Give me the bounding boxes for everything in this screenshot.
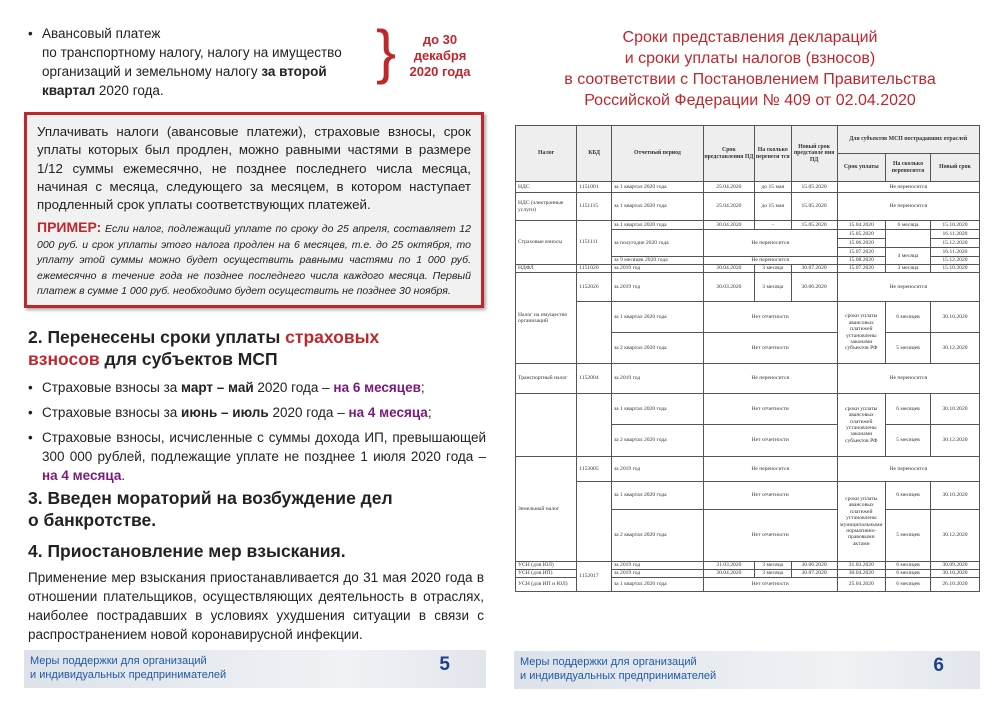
cell: за 2019 год [611, 364, 703, 394]
cell: за 9 месяцев 2020 года [611, 257, 703, 265]
cell: Не переносится [837, 193, 979, 221]
text: Страховые взносы за [42, 405, 182, 420]
cell: за 2019 год [611, 457, 703, 482]
cell: Нет отчетности [703, 333, 837, 364]
header-cell: На сколько переносится [886, 154, 931, 182]
page-title [540, 27, 960, 111]
cell: НДС [516, 182, 577, 193]
cell: 15.05.2020 [837, 230, 885, 239]
cell: Не переносится [703, 364, 837, 394]
table-row [516, 193, 980, 221]
cell: 15.10.2020 [930, 221, 979, 230]
cell: 5 месяцев [886, 510, 931, 562]
table-row [516, 273, 980, 302]
header-cell: На сколько перенеси тся [754, 126, 791, 182]
cell: Нет отчетности [703, 394, 837, 425]
table-row [516, 457, 980, 482]
cell: 16.11.2020 [930, 230, 979, 239]
cell: НДС (электронные услуги) [516, 193, 577, 221]
text: за второй [261, 64, 327, 79]
cell: 25.04.2020 [703, 182, 754, 193]
table-row [516, 265, 980, 273]
text: по транспортному налогу, налогу на имущество [42, 45, 342, 60]
text: на 4 месяца [348, 405, 428, 420]
cell: - [754, 221, 791, 230]
cell: 15.05.2020 [791, 182, 837, 193]
cell: 16.11.2020 [930, 248, 979, 257]
cell: Не переносится [703, 257, 837, 265]
cell: 26.10.2020 [930, 578, 979, 592]
text: на 4 месяца [42, 468, 122, 483]
cell: 30.06.2020 [791, 562, 837, 570]
text: для субъектов МСП [99, 349, 278, 369]
header-cell: Срок уплаты [837, 154, 885, 182]
cell [577, 394, 612, 457]
text: 2. Перенесены сроки уплаты [28, 327, 286, 347]
cell: 30.10.2020 [930, 302, 979, 333]
cell: 1151111 [577, 221, 612, 265]
cell: 31.03.2020 [837, 562, 885, 570]
cell: Земельный налог [516, 457, 577, 562]
cell: 30.12.2020 [930, 510, 979, 562]
title-line: и сроки уплаты налогов (взносов) [624, 50, 876, 67]
cell: за 1 квартал 2020 года [611, 394, 703, 425]
cell: Нет отчетности [703, 482, 837, 510]
cell: за полугодие 2020 года [611, 230, 703, 257]
cell: 30.09.2020 [930, 562, 979, 570]
cell: 1151001 [577, 182, 612, 193]
text: Страховые взносы за [42, 380, 182, 395]
cell: 30.07.2020 [791, 265, 837, 273]
cell: 1152004 [577, 364, 612, 394]
cell: 3 месяца [754, 570, 791, 578]
cell: 5 месяцев [886, 425, 931, 457]
title-line: Российской Федерации № 409 от 02.04.2020 [584, 92, 916, 109]
table-row [516, 482, 980, 510]
header-cell: Срок представления ПД [703, 126, 754, 182]
cell: 15.12.2020 [930, 257, 979, 265]
section-3-title: 3. Введен мораторий на возбуждение дел о банкротстве. [28, 488, 393, 530]
cell: за 2019 год [611, 273, 703, 302]
cell: 1152017 [577, 562, 612, 592]
header-cell: Для субъектов МСП пострадавших отраслей [837, 126, 979, 154]
cell: до 15 мая [754, 182, 791, 193]
cell: Нет отчетности [703, 578, 837, 592]
cell: за 1 квартал 2020 года [611, 302, 703, 333]
cell: 15.07.2020 [837, 265, 885, 273]
cell: до 15 мая [754, 193, 791, 221]
title-line: в соответствии с Постановлением Правительства [564, 71, 936, 88]
cell: 3 месяца [886, 265, 931, 273]
deadline-item [26, 24, 376, 100]
header-cell: Новый срок [930, 154, 979, 182]
cell: за 2 квартал 2020 года [611, 333, 703, 364]
table-row [516, 221, 980, 230]
text: июнь – июль [181, 405, 269, 420]
cell: сроки уплаты авансовых платежей установлены муниципальными нормативно-правовыми актами [837, 482, 885, 562]
cell: 6 месяцев [886, 394, 931, 425]
cell: 6 месяцев [886, 562, 931, 570]
cell: 15.10.2020 [930, 265, 979, 273]
section-2-title [28, 326, 428, 370]
text: 2020 года – [253, 380, 334, 395]
cell: 30.03.2020 [703, 273, 754, 302]
cell: 15.12.2020 [930, 239, 979, 248]
cell: Налог на имущество организаций [516, 273, 577, 364]
cell: 30.10.2020 [930, 394, 979, 425]
cell: 30.04.2020 [703, 265, 754, 273]
cell: 30.12.2020 [930, 425, 979, 457]
cell: 4 месяца [886, 248, 931, 265]
cell: сроки уплаты авансовых платежей установлены законами субъектов РФ [837, 394, 885, 457]
cell: 30.10.2020 [930, 482, 979, 510]
table-row [516, 394, 980, 425]
example-label: ПРИМЕР: [37, 219, 102, 236]
cell: 15.04.2020 [837, 221, 885, 230]
page-number: 6 [933, 655, 944, 676]
brace-icon: } [376, 18, 397, 85]
installment-box [24, 112, 484, 308]
header-cell: Новый срок представле ния ПД [791, 126, 837, 182]
cell: 3 месяца [754, 265, 791, 273]
cell: Не переносится [837, 182, 979, 193]
text: ; [427, 405, 432, 420]
page-6 [500, 0, 1000, 708]
deadlines-table [515, 125, 980, 592]
cell: Не переносится [703, 457, 837, 482]
cell: 25.04.2020 [837, 578, 885, 592]
cell: 6 месяцев [886, 578, 931, 592]
text: 2020 года. [95, 83, 164, 98]
cell: 25.04.2020 [703, 193, 754, 221]
cell: 30.07.2020 [791, 570, 837, 578]
cell: 6 месяцев [886, 302, 931, 333]
cell: Не переносится [837, 364, 979, 394]
text: март – май [181, 380, 254, 395]
cell: 1151020 [577, 265, 612, 273]
cell: за 2019 год [611, 562, 703, 570]
cell: Транспортный налог [516, 364, 577, 394]
table-row [516, 364, 980, 394]
text: страховых взносов [28, 327, 380, 369]
cell: 6 месяцев [886, 570, 931, 578]
cell: УСН (для ИП) [516, 570, 577, 578]
text: на 6 месяцев [333, 380, 421, 395]
cell: 30.12.2020 [930, 333, 979, 364]
cell [516, 394, 577, 457]
deadline-label: до 30 декабря 2020 года [409, 32, 471, 79]
cell: Страховые взносы [516, 221, 577, 265]
cell: за 1 квартал 2020 года [611, 221, 703, 230]
text: 2020 года – [268, 405, 349, 420]
cell: 30.04.2020 [703, 221, 754, 230]
section-4-text: Применение мер взыскания приостанавливается до 31 мая 2020 года в отношении плательщиков, осуществляющих деятельность в отраслях, наиболее пострадавших в условиях ухудшения ситуации в связи с распространением новой коронавирусной инфекции. [28, 570, 484, 642]
cell [886, 230, 931, 248]
cell: сроки уплаты авансовых платежей установлены законами субъектов РФ [837, 302, 885, 364]
cell: Нет отчетности [703, 302, 837, 333]
page-number: 5 [439, 654, 450, 675]
section-2-list [26, 378, 486, 485]
cell [577, 302, 612, 364]
table-row [516, 562, 980, 570]
cell: Нет отчетности [703, 425, 837, 457]
text: . [121, 468, 126, 483]
cell: 1152026 [577, 273, 612, 302]
box-text: Уплачивать налоги (авансовые платежи), страховые взносы, срок уплаты которых был продлен, можно равными частями в размере 1/12 суммы ежемесячно, не позднее последнего числа месяца, начиная с месяца, следующего за месяцем, в котором наступает продленный срок уплаты соответствующих платежей. [37, 124, 471, 213]
cell: 15.06.2020 [837, 239, 885, 248]
section-4-title: 4. Приостановление мер взыскания. [28, 541, 346, 561]
table-row [516, 182, 980, 193]
text: квартал [42, 83, 96, 98]
cell: за 2019 год [611, 265, 703, 273]
example-text: Если налог, подлежащий уплате по сроку до 25 апреля, составляет 12 000 руб. и срок уплаты этого налога продлен на 6 месяцев, т.е. до 25 октября, то уплату этой суммы можно будет осуществить равными частями по 1 000 руб. ежемесячно в течение года не позднее последнего числа каждого месяца. Первый платеж в сумме 1 000 руб. необходимо будет осуществить не позднее 30 ноября. [37, 223, 471, 298]
cell: 30.04.2020 [837, 570, 885, 578]
cell: 30.04.2020 [703, 570, 754, 578]
cell: 3 месяца [754, 273, 791, 302]
cell: 6 месяцев [886, 482, 931, 510]
cell: 6 месяца [886, 221, 931, 230]
cell: НДФЛ [516, 265, 577, 273]
cell: 15.05.2020 [791, 193, 837, 221]
cell: УСН (для ЮЛ) [516, 562, 577, 570]
footer-line: и индивидуальных предпринимателей [30, 669, 227, 681]
title-line: Сроки представления деклараций [622, 29, 878, 46]
footer-line: и индивидуальных предпринимателей [520, 670, 717, 682]
cell: за 1 квартал 2020 года [611, 482, 703, 510]
text: Страховые взносы, исчисленные с суммы дохода ИП, превышающей 300 000 рублей, подлежащие уплате не позднее 1 июля 2020 года – [42, 430, 486, 464]
cell: 15.07.2020 [837, 248, 885, 257]
cell: за 2 квартал 2020 года [611, 510, 703, 562]
header-cell: Налог [516, 126, 577, 182]
cell: 30.10.2020 [930, 570, 979, 578]
cell: 3 месяца [754, 562, 791, 570]
table-row [516, 302, 980, 333]
cell: 1153005 [577, 457, 612, 482]
footer-line: Меры поддержки для организаций [30, 655, 207, 667]
cell: за 2 квартал 2020 года [611, 425, 703, 457]
text: организаций и земельному налогу [42, 64, 262, 79]
footer [514, 651, 980, 689]
cell: 15.05.2020 [791, 221, 837, 230]
text: Авансовый платеж [42, 26, 161, 41]
cell: за 2019 год [611, 570, 703, 578]
header-cell: Отчетный период [611, 126, 703, 182]
footer [24, 650, 486, 688]
text: ; [420, 380, 425, 395]
cell: за 1 квартал 2020 года [611, 193, 703, 221]
cell: УСН (для ИП и ЮЛ) [516, 578, 577, 592]
cell: 15.08.2020 [837, 257, 885, 265]
cell: Нет отчетности [703, 510, 837, 562]
footer-line: Меры поддержки для организаций [520, 656, 697, 668]
cell: 1151115 [577, 193, 612, 221]
cell: за 1 квартал 2020 года [611, 182, 703, 193]
example [37, 220, 471, 300]
cell: Не переносится [837, 457, 979, 482]
cell: Не переносится [703, 230, 837, 257]
cell: за 1 квартал 2020 года [611, 578, 703, 592]
cell: 30.06.2020 [791, 273, 837, 302]
cell: 31.03.2020 [703, 562, 754, 570]
header-cell: КБД [577, 126, 612, 182]
cell [577, 482, 612, 562]
cell: Не переносится [837, 273, 979, 302]
cell: 5 месяцев [886, 333, 931, 364]
